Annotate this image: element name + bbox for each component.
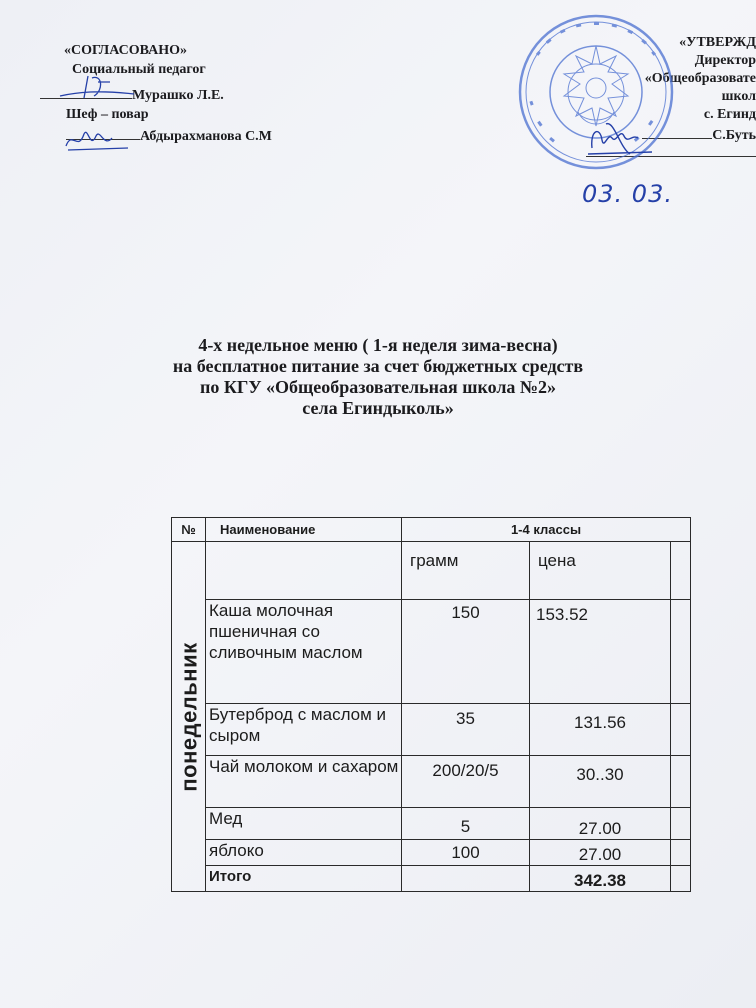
agreed-position-social-teacher: Социальный педагог: [72, 62, 206, 77]
table-row: [172, 840, 691, 866]
dish-price: 27.00: [530, 840, 671, 866]
agreed-name-1: Мурашко Л.Е.: [132, 88, 224, 103]
col-gram-header: грамм: [402, 542, 530, 600]
approved-director: Директор: [694, 53, 756, 68]
table-row: [172, 808, 691, 840]
approved-school: школ: [721, 89, 756, 104]
dish-name: Чай молоком и сахаром: [206, 756, 402, 808]
approved-village: с. Егинд: [703, 107, 756, 122]
heading-line-4: села Егиндыколь»: [302, 398, 454, 418]
heading-line-3: по КГУ «Общеобразовательная школа №2»: [199, 377, 557, 397]
table-row: [172, 756, 691, 808]
dish-gram: 150: [402, 600, 530, 704]
agreed-position-chef: Шеф – повар: [66, 107, 149, 122]
agreed-title: «СОГЛАСОВАНО»: [64, 43, 187, 58]
subheader-empty: [206, 542, 402, 600]
col-group-header: 1-4 классы: [402, 518, 691, 542]
document-heading: [0, 335, 756, 419]
col-name-header: Наименование: [206, 518, 402, 542]
extra-col: [671, 704, 691, 756]
dish-name: Мед: [206, 808, 402, 840]
dish-gram: 5: [402, 808, 530, 840]
approved-name: С.Буть: [712, 128, 756, 143]
extra-col: [671, 756, 691, 808]
table-row: [172, 704, 691, 756]
handwritten-date: 03. 03.: [582, 180, 673, 208]
day-label: понедельник: [176, 641, 201, 792]
dish-gram: 200/20/5: [402, 756, 530, 808]
extra-col: [671, 600, 691, 704]
dish-gram: 35: [402, 704, 530, 756]
approved-org: «Общеобразовате: [644, 71, 756, 86]
extra-col: [671, 866, 691, 892]
total-label: Итого: [206, 866, 402, 892]
dish-price: 30..30: [530, 756, 671, 808]
col-price-header: цена: [530, 542, 671, 600]
signature-director: [586, 118, 656, 158]
heading-line-1: 4-х недельное меню ( 1-я неделя зима-весна): [198, 335, 558, 355]
dish-name: Каша молочная пшеничная со сливочным маслом: [206, 600, 402, 704]
dish-name: Бутерброд с маслом и сыром: [206, 704, 402, 756]
heading-line-2: на бесплатное питание за счет бюджетных средств: [172, 356, 584, 376]
col-number-header: №: [172, 518, 206, 542]
extra-col: [671, 840, 691, 866]
dish-price: 153.52: [530, 600, 671, 704]
approved-title: «УТВЕРЖД: [679, 35, 756, 50]
table-subheader-row: [172, 542, 691, 600]
extra-col: [671, 542, 691, 600]
total-price: 342.38: [530, 866, 671, 892]
dish-price: 27.00: [530, 808, 671, 840]
signature-1: [58, 72, 138, 102]
dish-price: 131.56: [530, 704, 671, 756]
extra-col: [671, 808, 691, 840]
table-row: [172, 600, 691, 704]
total-gram-empty: [402, 866, 530, 892]
dish-gram: 100: [402, 840, 530, 866]
dish-name: яблоко: [206, 840, 402, 866]
table-header-row: [172, 518, 691, 542]
table-total-row: [172, 866, 691, 892]
menu-table: [171, 517, 691, 892]
agreed-name-2: Абдырахманова С.М: [140, 129, 272, 144]
signature-2: [64, 126, 134, 154]
day-cell: [172, 542, 206, 892]
